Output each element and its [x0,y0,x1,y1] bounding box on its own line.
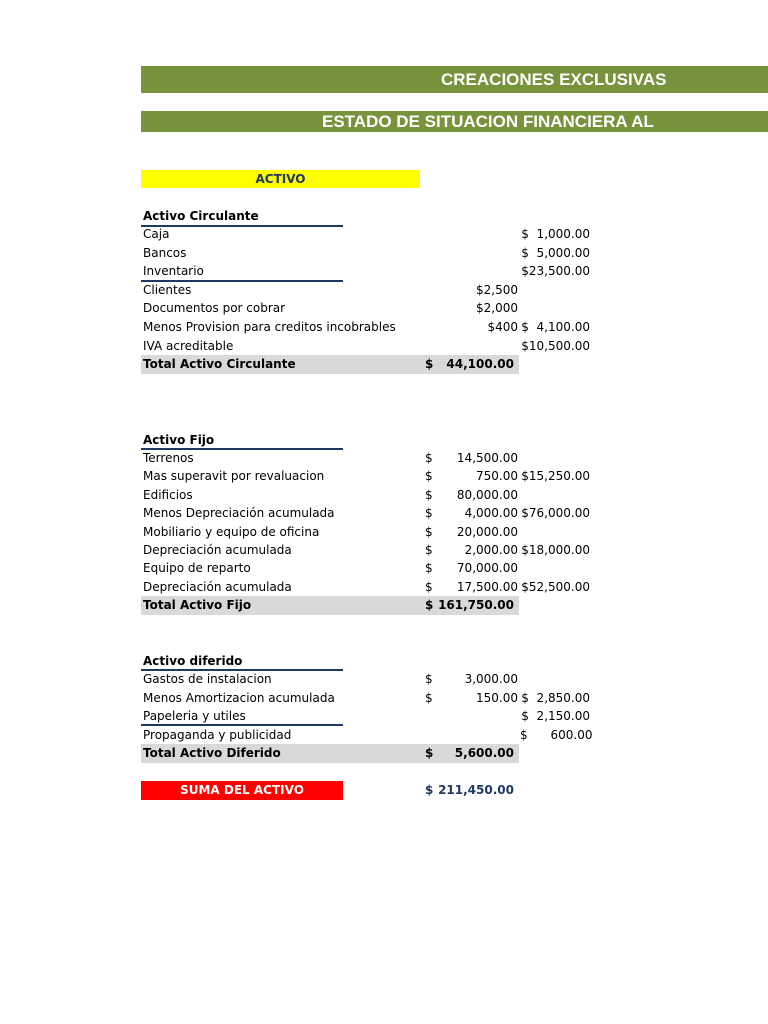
row-label: Papeleria y utiles [143,709,246,723]
circulante-header: Activo Circulante [143,209,259,223]
activo-header-label: ACTIVO [255,172,306,186]
row-amount: 14,500.00 [456,451,518,465]
row-label: Depreciación acumulada [143,543,292,557]
company-banner [141,66,768,93]
row-amount: 4,000.00 [464,506,518,521]
papeleria-underline [141,724,343,726]
row-label: IVA acreditable [143,338,234,353]
row-sign: $ [425,579,433,594]
row-total: $ 5,000.00 [521,245,590,260]
row-amount: 3,000.00 [464,672,518,686]
row-sign: $ [425,524,433,539]
statement-banner [141,111,768,132]
row-total: $ 4,100.00 [521,320,590,334]
row-label: Inventario [143,264,204,279]
row-total: $ 1,000.00 [521,227,590,241]
row-total: $23,500.00 [521,264,590,279]
diferido-total-label: Total Activo Diferido [143,746,281,760]
row-label: Propaganda y publicidad [143,727,292,742]
fijo-total-label: Total Activo Fijo [143,598,252,612]
row-sign: $ [425,561,433,576]
circulante-header-underline [141,225,343,227]
row-total: $10,500.00 [521,338,590,353]
circulante-total-sign: $ [425,357,434,371]
row-sign: $ [425,506,433,521]
row-total: $ 2,150.00 [521,709,590,723]
fijo-total-sign: $ [425,598,434,612]
row-label: Bancos [143,245,187,260]
row-amount: 150.00 [476,690,518,705]
suma-activo-box [141,781,343,800]
row-amount: 20,000.00 [456,524,518,539]
activo-header [141,170,420,188]
suma-activo-sign: $ [425,783,434,797]
diferido-header: Activo diferido [143,654,243,668]
row-label: Caja [143,227,170,241]
row-amount: 17,500.00 [456,579,518,594]
row-total: $76,000.00 [521,506,590,521]
suma-activo-label: SUMA DEL ACTIVO [180,783,304,797]
diferido-total-sign: $ [425,746,434,760]
row-amount: 80,000.00 [456,487,518,502]
company-title: CREACIONES EXCLUSIVAS [441,70,667,89]
row-sign: $ [425,543,433,557]
row-total: $ 2,850.00 [521,690,590,705]
row-total: $ 600.00 [520,727,593,742]
row-sign: $ [425,469,433,484]
circulante-total-label: Total Activo Circulante [143,357,296,371]
row-label: Equipo de reparto [143,561,251,576]
row-amount: $2,000 [476,301,518,316]
row-amount: 70,000.00 [456,561,518,576]
row-amount: $2,500 [476,282,518,297]
row-label: Edificios [143,487,193,502]
row-label: Mas superavit por revaluacion [143,469,325,484]
row-sign: $ [425,451,433,465]
fijo-total-value: 161,750.00 [438,598,514,612]
row-label: Menos Depreciación acumulada [143,506,335,521]
row-total: $18,000.00 [521,543,590,557]
row-label: Mobiliario y equipo de oficina [143,524,320,539]
row-amount: $400 [487,320,518,334]
row-label: Menos Amortizacion acumulada [143,690,335,705]
row-label: Documentos por cobrar [143,301,286,316]
circulante-total-value: 44,100.00 [446,357,514,371]
row-label: Gastos de instalacion [143,672,272,686]
row-label: Menos Provision para creditos incobrables [143,320,396,334]
statement-title: ESTADO DE SITUACION FINANCIERA AL [322,112,654,131]
row-sign: $ [425,672,433,686]
row-sign: $ [425,487,433,502]
row-total: $52,500.00 [521,579,590,594]
fijo-header: Activo Fijo [143,433,215,447]
inventario-underline [141,280,343,282]
row-amount: 750.00 [476,469,518,484]
row-sign: $ [425,690,433,705]
diferido-total-value: 5,600.00 [454,746,514,760]
suma-activo-value: 211,450.00 [438,783,514,797]
row-label: Depreciación acumulada [143,579,292,594]
row-label: Clientes [143,282,192,297]
row-label: Terrenos [143,451,194,465]
row-amount: 2,000.00 [464,543,518,557]
row-total: $15,250.00 [521,469,590,484]
